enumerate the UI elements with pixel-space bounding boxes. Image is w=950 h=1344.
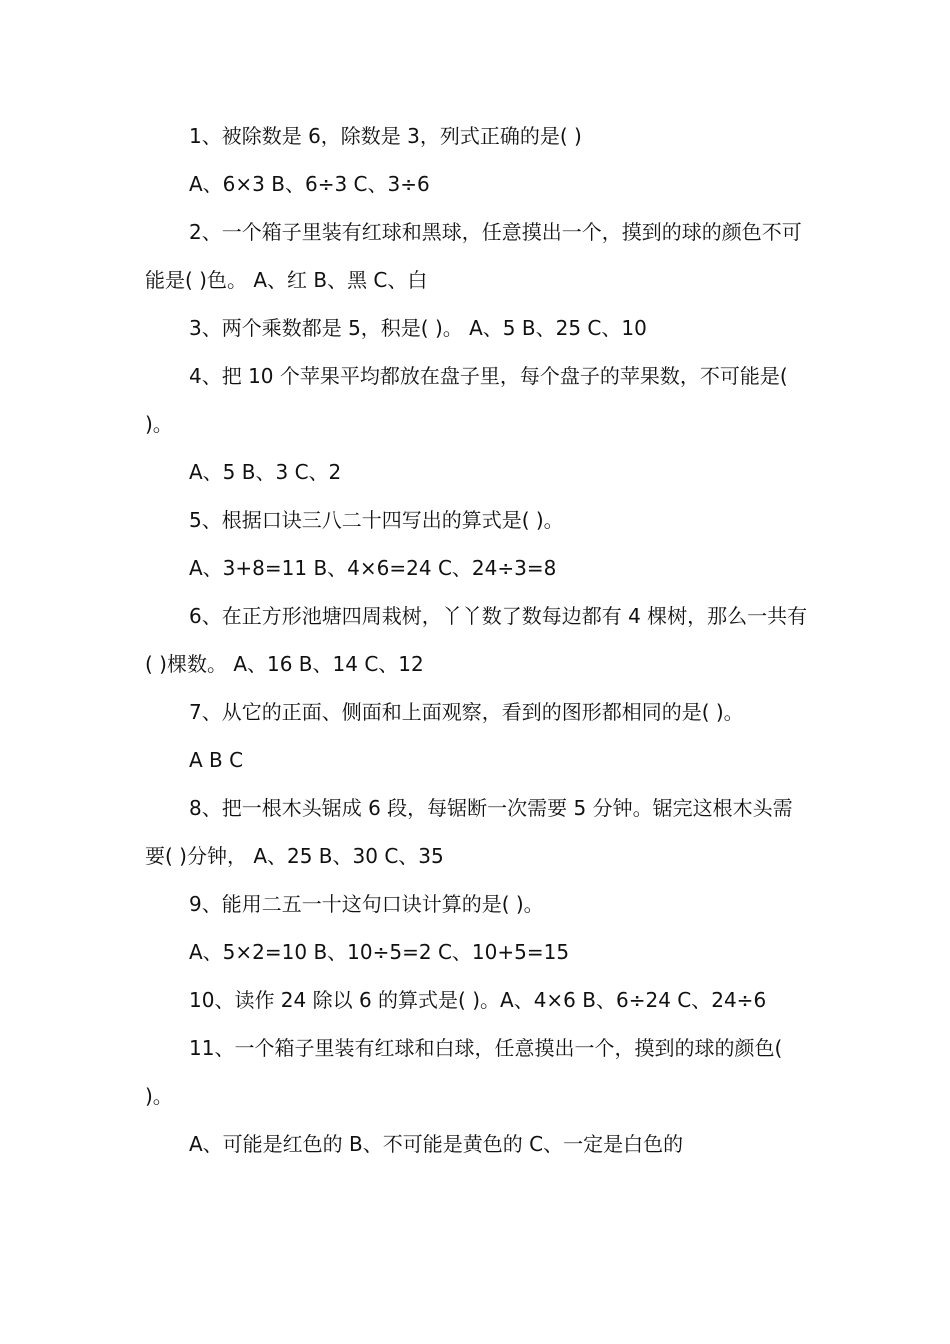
question-6: 6、在正方形池塘四周栽树，丫丫数了数每边都有 4 棵树，那么一共有( )棵数。 A、16 B、14 C、12 bbox=[145, 604, 808, 676]
question-10: 10、读作 24 除以 6 的算式是( )。A、4×6 B、6÷24 C、24÷6 bbox=[189, 988, 767, 1012]
question-3: 3、两个乘数都是 5，积是( )。 A、5 B、25 C、10 bbox=[189, 316, 647, 340]
question-1-options: A、6×3 B、6÷3 C、3÷6 bbox=[189, 172, 430, 196]
question-7: 7、从它的正面、侧面和上面观察，看到的图形都相同的是( )。 bbox=[189, 700, 744, 724]
question-1: 1、被除数是 6，除数是 3，列式正确的是( ) bbox=[189, 124, 582, 148]
question-4: 4、把 10 个苹果平均都放在盘子里，每个盘子的苹果数，不可能是( )。 bbox=[145, 364, 788, 436]
question-11: 11、一个箱子里装有红球和白球，任意摸出一个，摸到的球的颜色( )。 bbox=[145, 1036, 783, 1108]
question-8: 8、把一根木头锯成 6 段，每锯断一次需要 5 分钟。锯完这根木头需要( )分钟， A、25 B、30 C、35 bbox=[145, 796, 793, 868]
question-4-options: A、5 B、3 C、2 bbox=[189, 460, 342, 484]
question-11-options: A、可能是红色的 B、不可能是黄色的 C、一定是白色的 bbox=[189, 1132, 684, 1156]
question-5-options: A、3+8=11 B、4×6=24 C、24÷3=8 bbox=[189, 556, 557, 580]
question-9-options: A、5×2=10 B、10÷5=2 C、10+5=15 bbox=[189, 940, 570, 964]
question-7-options: A B C bbox=[189, 748, 244, 772]
question-9: 9、能用二五一十这句口诀计算的是( )。 bbox=[189, 892, 544, 916]
question-2: 2、一个箱子里装有红球和黑球，任意摸出一个，摸到的球的颜色不可能是( )色。 A、红 B、黑 C、白 bbox=[145, 220, 802, 292]
question-5: 5、根据口诀三八二十四写出的算式是( )。 bbox=[189, 508, 564, 532]
document-page bbox=[145, 112, 810, 1168]
